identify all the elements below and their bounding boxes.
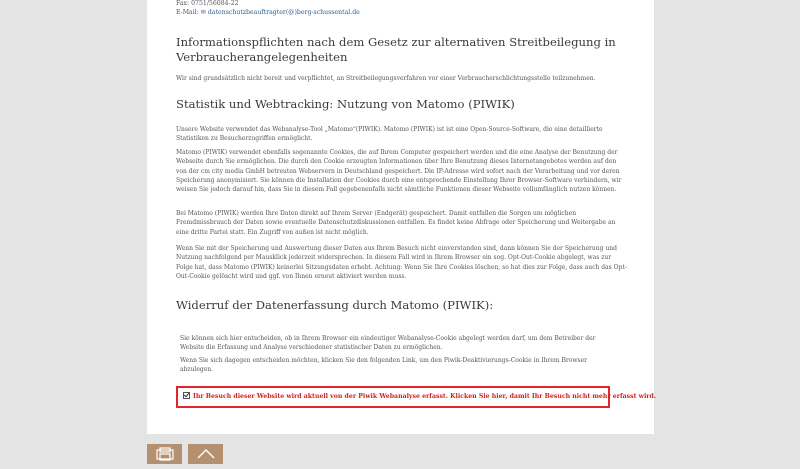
optout-link[interactable]: [176, 386, 657, 408]
print-icon: [155, 447, 175, 461]
email-label: E-Mail:: [176, 9, 199, 16]
widerruf-paragraph-2: Wenn Sie sich dagegen entscheiden möchten, klicken Sie den folgenden Link, um den Piwik-Deaktivierungs-Cookie in Ihrem Browser abzulegen.: [180, 357, 588, 374]
matomo-heading: Statistik und Webtracking: Nutzung von Matomo (PIWIK): [176, 97, 515, 111]
streit-text: Wir sind grundsätzlich nicht bereit und verpflichtet, an Streitbeilegungsverfahren vor einer Verbraucherschlichtungsstelle teilzunehmen.: [176, 75, 596, 82]
matomo-paragraph-2: Matomo (PIWIK) verwendet ebenfalls sogenannte Cookies, die auf Ihrem Computer gespeichert werden und die eine Analyse der Benutzung der Webseite durch Sie ermöglichen. Die durch den Cookie erzeugten Informationen über Ihre Benutzung dieses Internetangebotes werden auf den von der cm city media GmbH betreuten Webservern in Deutschland gespeichert. Die IP-Adresse wird sofort nach der Verarbeitung und vor deren Speicherung anonymisiert. Sie können die Installation der Cookies durch eine entsprechende Einstellung Ihrer Browser-Software verhindern, wir weisen Sie jedoch darauf hin, dass Sie in diesem Fall gegebenenfalls nicht sämtliche Funktionen dieser Webseite vollumfänglich nutzen können.: [176, 149, 622, 194]
fax-line: Fax: 0751/56084-22: [176, 0, 239, 7]
email-link[interactable]: datenschutzbeauftragter(@)berg-schussental.de: [207, 9, 360, 16]
email-icon: ✉: [200, 9, 206, 16]
widerruf-paragraph-1: Sie können sich hier entscheiden, ob in Ihrem Browser ein eindeutiger Webanalyse-Cookie abgelegt werden darf, um dem Betreiber der Website die Erfassung und Analyse verschiedener statistischer Daten zu ermöglichen.: [180, 335, 596, 352]
scroll-top-button[interactable]: [188, 444, 223, 464]
matomo-paragraph-1: Unsere Website verwendet das Webanalyse-Tool „Matomo“(PIWIK). Matomo (PIWIK) ist ist eine Open-Source-Software, die eine detaillierte Statistiken zu Besucherzugriffen ermöglicht.: [176, 126, 603, 143]
streit-heading: Informationspflichten nach dem Gesetz zur alternativen Streitbeilegung in Verbraucherangelegenheiten: [176, 35, 616, 64]
print-button[interactable]: [147, 444, 182, 464]
content-page: [147, 0, 657, 434]
email-line: [176, 9, 360, 16]
matomo-paragraph-4: Wenn Sie mit der Speicherung und Auswertung dieser Daten aus Ihrem Besuch nicht einverstanden sind, dann können Sie der Speicherung und Nutzung nachfolgend per Mausklick jederzeit widersprechen. In diesem Fall wird in Ihrem Browser ein sog. Opt-Out-Cookie abgelegt, was zur Folge hat, dass Matomo (PIWIK) keinerlei Sitzungsdaten erhebt. Achtung: Wenn Sie Ihre Cookies löschen, so hat dies zur Folge, dass auch das Opt-Out-Cookie gelöscht wird und ggf. von Ihnen erneut aktiviert werden muss.: [176, 245, 627, 280]
checkbox-icon[interactable]: [183, 392, 190, 399]
matomo-paragraph-3: Bei Matomo (PIWIK) werden Ihre Daten direkt auf Ihrem Server (Endgerät) gespeichert. Damit entfallen die Sorgen um möglichen Fremdmissbrauch der Daten sowie eventuelle Datenschutzdiskussionen entfallen. Es findet keine Abfrage oder Speicherung und Weitergabe an eine dritte Partei statt. Ein Zugriff von außen ist nicht möglich.: [176, 210, 616, 236]
optout-text: Ihr Besuch dieser Website wird aktuell von der Piwik Webanalyse erfasst. Klicken Sie hier, damit Ihr Besuch nicht mehr erfasst wird.: [193, 393, 657, 400]
chevron-up-icon: [196, 448, 216, 460]
widerruf-heading: Widerruf der Datenerfassung durch Matomo (PIWIK):: [176, 298, 494, 312]
